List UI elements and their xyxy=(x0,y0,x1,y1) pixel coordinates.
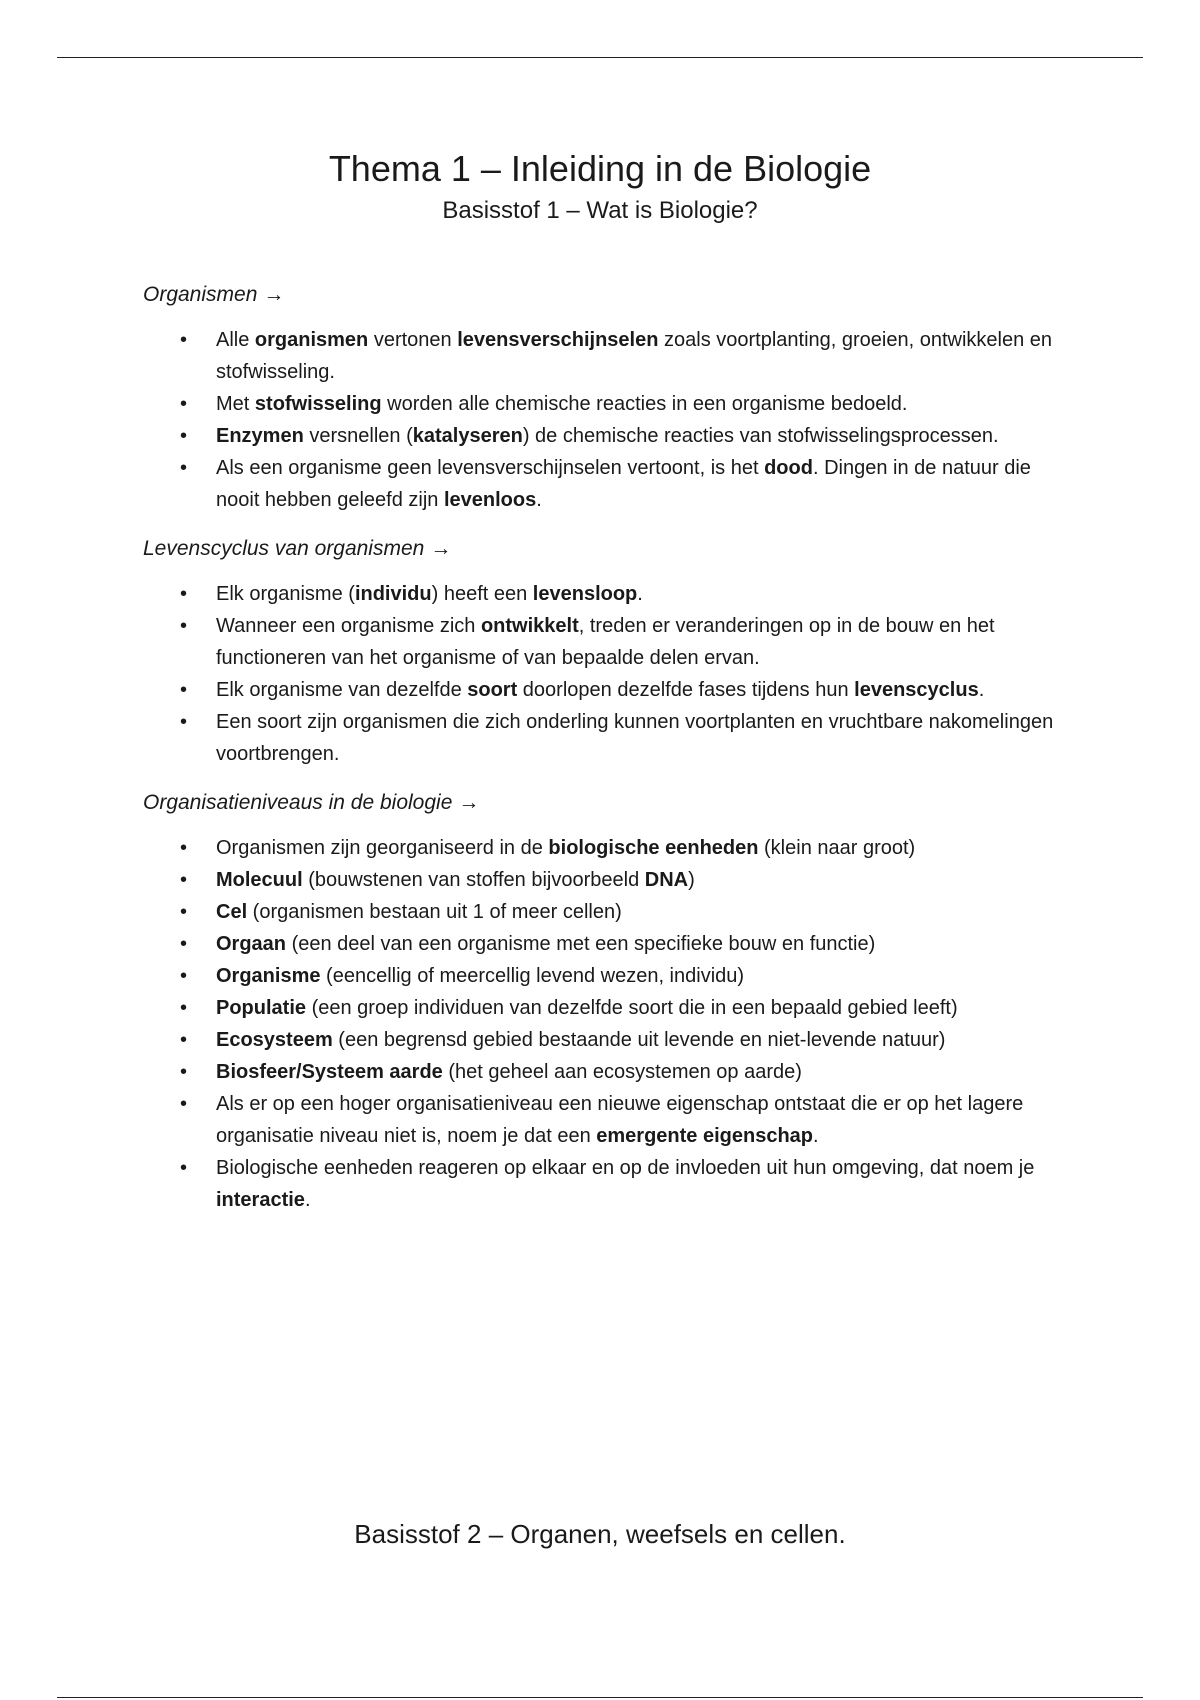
list-item xyxy=(143,388,1063,420)
arrow-right-icon: → xyxy=(430,537,452,560)
bold-term: interactie xyxy=(216,1189,305,1211)
list-item xyxy=(143,896,1063,928)
section-heading-text: Levenscyclus van organismen xyxy=(143,537,425,560)
bold-term: dood xyxy=(764,457,813,479)
text-segment: . xyxy=(637,583,643,605)
text-segment: Alle xyxy=(216,329,255,351)
bold-term: levenloos xyxy=(443,489,537,511)
text-segment: Elk organisme ( xyxy=(216,583,355,605)
text-segment: zoals voortplanting, groeien, ontwikkelen en stofwisseling. xyxy=(216,329,1053,383)
bold-term: Organisme xyxy=(216,965,321,987)
text-segment: ) heeft een xyxy=(431,583,533,605)
text-segment: doorlopen dezelfde fases tijdens hun xyxy=(517,679,855,701)
text-segment: versnellen ( xyxy=(303,425,413,447)
bold-term: DNA xyxy=(644,869,689,891)
text-segment: (eencellig of meercellig levend wezen, individu) xyxy=(320,965,745,987)
bold-term: organismen xyxy=(254,329,369,351)
bold-term: ontwikkelt xyxy=(480,615,579,637)
list-item xyxy=(143,674,1063,706)
bold-term: individu xyxy=(354,583,432,605)
bold-term: Molecuul xyxy=(216,869,303,891)
text-segment: (het geheel aan ecosystemen op aarde) xyxy=(442,1061,802,1083)
section-heading xyxy=(143,280,1063,310)
section-organismen xyxy=(143,280,1063,516)
bold-term: soort xyxy=(467,679,518,701)
bullet-list xyxy=(143,578,1063,770)
bold-term: Biosfeer/Systeem aarde xyxy=(216,1061,443,1083)
list-item xyxy=(143,960,1063,992)
list-item xyxy=(143,1152,1063,1216)
bold-term: levensverschijnselen xyxy=(457,329,659,351)
list-item xyxy=(143,832,1063,864)
title-block xyxy=(0,145,1200,229)
list-item xyxy=(143,928,1063,960)
text-segment: Als er op een hoger organisatieniveau een nieuwe eigenschap ontstaat die er op het lagere organisatie niveau niet is, noem je dat een xyxy=(216,1093,1024,1147)
text-segment: Met xyxy=(216,393,255,415)
text-segment: . xyxy=(978,679,985,701)
list-item xyxy=(143,452,1063,516)
page-subtitle: Basisstof 1 – Wat is Biologie? xyxy=(442,197,758,224)
section-heading-text: Organismen xyxy=(143,283,258,306)
text-segment: . Dingen in de natuur die nooit hebben geleefd zijn xyxy=(216,457,1031,511)
text-segment: Wanneer een organisme zich xyxy=(216,615,481,637)
next-section-title: Basisstof 2 – Organen, weefsels en cellen. xyxy=(354,1519,846,1549)
list-item xyxy=(143,992,1063,1024)
bold-term: Populatie xyxy=(216,997,307,1019)
text-segment: . xyxy=(536,489,542,511)
list-item xyxy=(143,578,1063,610)
list-item xyxy=(143,324,1063,388)
text-segment: (een begrensd gebied bestaande uit levende en niet-levende natuur) xyxy=(332,1029,946,1051)
text-segment: . xyxy=(813,1125,819,1147)
section-heading xyxy=(143,534,1063,564)
text-segment: (klein naar groot) xyxy=(758,837,916,859)
text-segment: ) de chemische reacties van stofwisselingsprocessen. xyxy=(522,425,999,447)
bold-term: Enzymen xyxy=(216,425,304,447)
list-item xyxy=(143,610,1063,674)
text-segment: vertonen xyxy=(368,329,458,351)
text-segment: Als een organisme geen levensverschijnselen vertoont, is het xyxy=(216,457,765,479)
text-segment: . xyxy=(304,1189,311,1211)
bold-term: stofwisseling xyxy=(254,393,382,415)
bold-term: emergente eigenschap xyxy=(596,1125,813,1147)
text-segment: Een soort zijn organismen die zich onderling kunnen voortplanten en vruchtbare nakomelingen voortbrengen. xyxy=(216,711,1054,765)
text-segment: (bouwstenen van stoffen bijvoorbeeld xyxy=(302,869,645,891)
text-segment: , treden er veranderingen op in de bouw en het functioneren van het organisme of van bepaalde delen ervan. xyxy=(216,615,995,669)
notes-content xyxy=(143,280,1063,1234)
list-item xyxy=(143,1088,1063,1152)
text-segment: Elk organisme van dezelfde xyxy=(216,679,468,701)
text-segment: Biologische eenheden reageren op elkaar en op de invloeden uit hun omgeving, dat noem je xyxy=(216,1157,1035,1179)
top-divider xyxy=(57,57,1143,58)
arrow-right-icon: → xyxy=(263,283,285,306)
section-organisatieniveaus xyxy=(143,788,1063,1216)
bold-term: Cel xyxy=(216,901,248,923)
text-segment: (organismen bestaan uit 1 of meer cellen) xyxy=(247,901,622,923)
bullet-list xyxy=(143,832,1063,1216)
text-segment: (een deel van een organisme met een specifieke bouw en functie) xyxy=(286,933,876,955)
bold-term: levensloop xyxy=(532,583,638,605)
section-heading-text: Organisatieniveaus in de biologie xyxy=(143,791,453,814)
bold-term: biologische eenheden xyxy=(548,837,759,859)
text-segment: (een groep individuen van dezelfde soort die in een bepaald gebied leeft) xyxy=(306,997,958,1019)
bold-term: Ecosysteem xyxy=(216,1029,333,1051)
list-item xyxy=(143,706,1063,770)
text-segment: ) xyxy=(688,869,695,891)
bold-term: katalyseren xyxy=(412,425,523,447)
section-heading xyxy=(143,788,1063,818)
bold-term: Orgaan xyxy=(216,933,287,955)
section-levenscyclus xyxy=(143,534,1063,770)
page-title: Thema 1 – Inleiding in de Biologie xyxy=(328,148,872,189)
text-segment: worden alle chemische reacties in een organisme bedoeld. xyxy=(381,393,908,415)
arrow-right-icon: → xyxy=(458,791,480,814)
bullet-list xyxy=(143,324,1063,516)
text-segment: Organismen zijn georganiseerd in de xyxy=(216,837,549,859)
list-item xyxy=(143,420,1063,452)
list-item xyxy=(143,1056,1063,1088)
bold-term: levenscyclus xyxy=(854,679,979,701)
list-item xyxy=(143,1024,1063,1056)
bottom-divider xyxy=(57,1697,1143,1698)
list-item xyxy=(143,864,1063,896)
